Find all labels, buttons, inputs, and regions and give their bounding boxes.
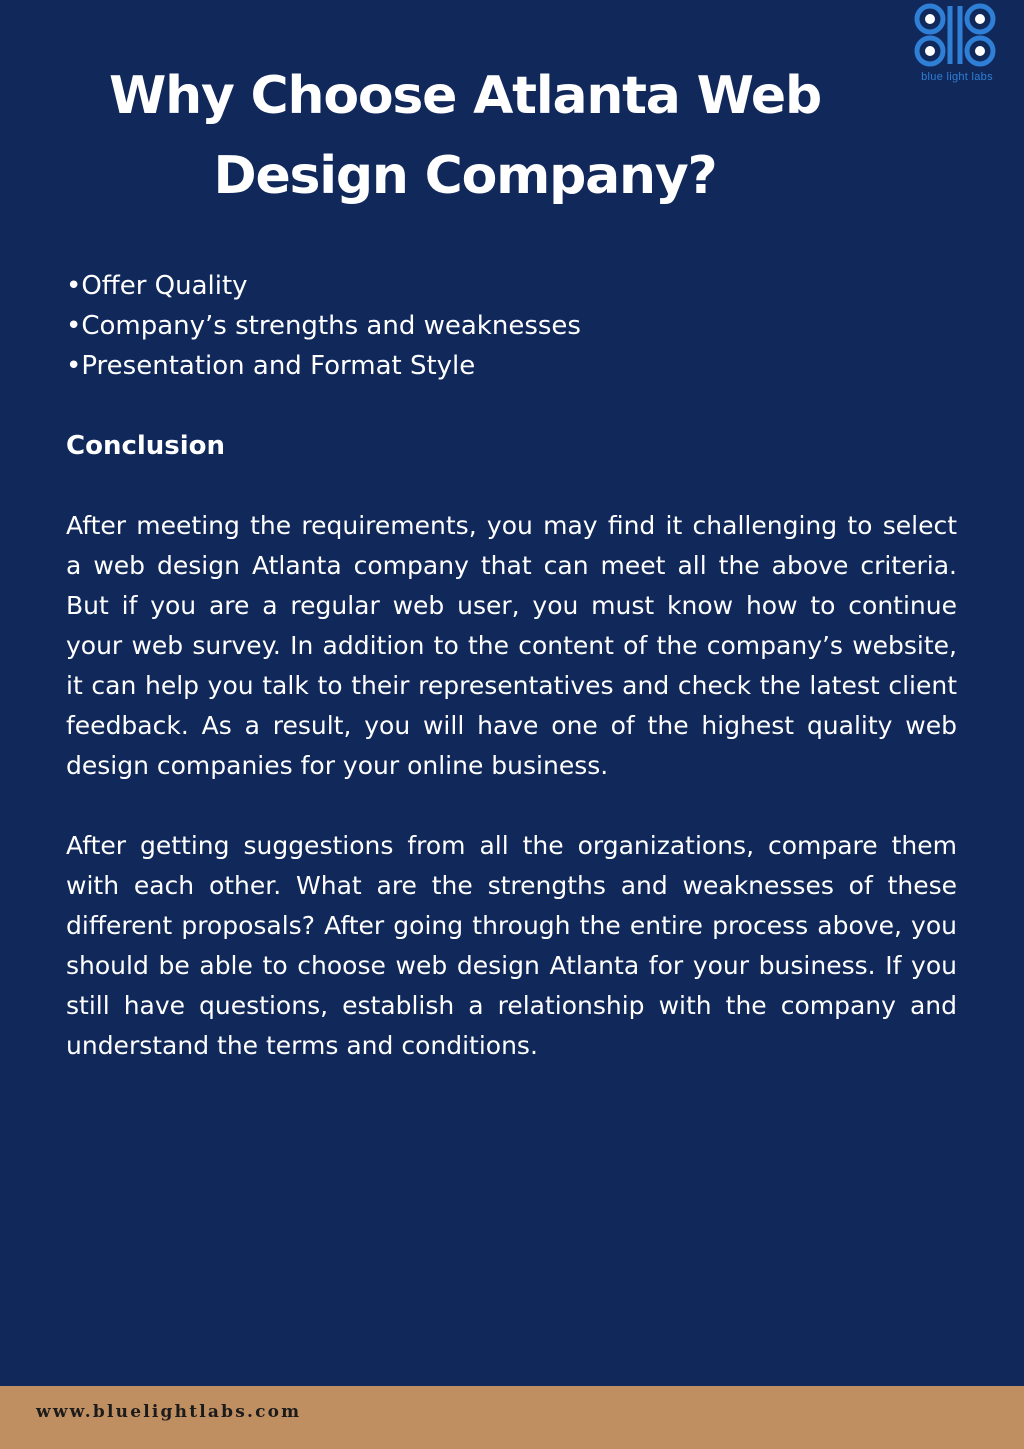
conclusion-paragraph-1: After meeting the requirements, you may find it challenging to select a web design Atlanta company that can meet all the above criteria. But if you are a regular web user, you must know how to continue your web survey. In addition to the content of the company’s website, it can help you talk to their representatives and check the latest client feedback. As a result, you will have one of the highest quality web design companies for your online business. <box>66 511 957 780</box>
blue-light-labs-logo <box>906 2 1008 84</box>
list-item: •Company’s strengths and weaknesses <box>66 311 581 341</box>
conclusion-paragraph-2: After getting suggestions from all the organizations, compare them with each other. What are the strengths and weaknesses of these different proposals? After going through the entire process above, you should be able to choose web design Atlanta for your business. If you still have questions, establish a relationship with the company and understand the terms and conditions. <box>66 831 957 1060</box>
page-title: Why Choose Atlanta Web Design Company? <box>108 66 821 206</box>
footer-bar <box>0 1386 1024 1449</box>
logo-mark-icon <box>906 2 1008 72</box>
list-item: •Presentation and Format Style <box>66 351 476 381</box>
footer-website-url: www.bluelightlabs.com <box>36 1402 302 1422</box>
main-content <box>66 266 957 1066</box>
criteria-list <box>66 266 957 386</box>
logo-wordmark: blue light labs <box>921 71 993 83</box>
list-item: •Offer Quality <box>66 271 248 301</box>
section-heading-conclusion: Conclusion <box>66 431 226 461</box>
